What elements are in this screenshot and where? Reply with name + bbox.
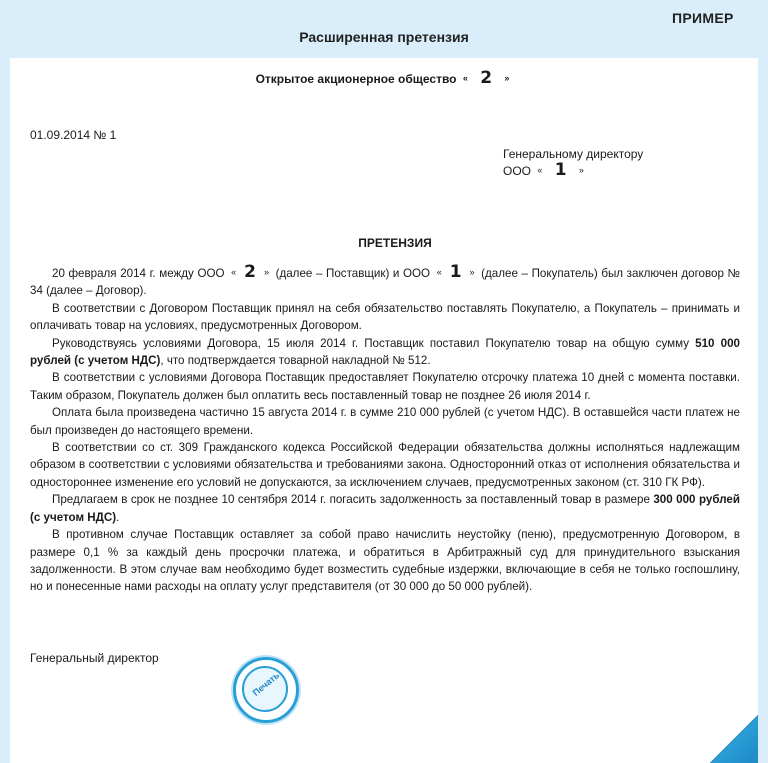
addressee-org [503, 162, 643, 179]
sender-org-prefix: Открытое акционерное общество [255, 72, 457, 86]
sender-quote-open: « [462, 73, 468, 83]
stamp-label: Печать [250, 670, 282, 698]
p7-amount: 300 000 рублей (с учетом НДС) [30, 493, 740, 524]
paragraph-7 [30, 491, 740, 526]
addressee-org-prefix: ООО [503, 164, 532, 178]
addressee-block [503, 146, 643, 179]
p1-org-number-2: 1 [449, 262, 462, 282]
stamp-seal [233, 657, 299, 723]
signature-title: Генеральный директор [30, 651, 159, 665]
p1-quote-1: « [231, 267, 237, 277]
example-label: ПРИМЕР [672, 10, 734, 26]
page-fold-shadow [710, 715, 758, 763]
paragraph-1 [30, 264, 740, 300]
p7-text-b: . [116, 510, 120, 524]
paragraph-3 [30, 335, 740, 370]
sender-quote-close: » [504, 73, 510, 83]
sender-org-number: 2 [480, 68, 493, 88]
sender-organization [0, 68, 768, 88]
paragraph-5: Оплата была произведена частично 15 августа 2014 г. в сумме 210 000 рублей (с учетом НДС). В оставшейся части платеж не был произведен до настоящего времени. [30, 406, 740, 437]
paragraph-4: В соответствии с условиями Договора Поставщик предоставляет Покупателю отсрочку платежа 10 дней с момента поставки. Таким образом, Покупатель должен был оплатить весь поставленный товар не позднее 26 июля 2014 г. [30, 371, 740, 402]
claim-title: ПРЕТЕНЗИЯ [358, 236, 432, 250]
p3-amount: 510 000 рублей (с учетом НДС) [30, 336, 740, 368]
p7-text-a: Предлагаем в срок не позднее 10 сентября 2014 г. погасить задолженность за поставленный товар в размере [52, 493, 650, 507]
paragraph-8: В противном случае Поставщик оставляет за собой право начислить неустойку (пеню), предусмотренную Договором, в размере 0,1 % за каждый день просрочки платежа, и обратиться в Арбитражный суд для принудительного взыскания задолженности. В этом случае вам необходимо будет возместить судебные издержки, включающие в себя не только госпошлину, но и понесенные нами расходы на оплату услуг представителя (от 30 000 до 50 000 рублей). [30, 528, 740, 594]
p3-text-a: Руководствуясь условиями Договора, 15 июля 2014 г. Поставщик поставил Покупателю товар на общую сумму [52, 336, 689, 350]
p1-org-number-1: 2 [244, 262, 256, 282]
p1-quote-2: » [263, 267, 269, 277]
p1-text-b: (далее – Поставщик) и ООО [275, 267, 431, 280]
document-date-number: 01.09.2014 № 1 [30, 128, 117, 142]
document-title: Расширенная претензия [299, 29, 469, 45]
addressee-quote-close: » [578, 165, 584, 175]
p1-quote-3: « [436, 267, 442, 277]
p1-quote-4: » [469, 267, 475, 277]
p1-text-c: (далее – Покупатель) был заключен договор № 34 (далее – Договор). [30, 267, 740, 298]
p3-text-b: , что подтверждается товарной накладной № 512. [160, 354, 431, 368]
claim-body [30, 264, 740, 596]
paragraph-6: В соответствии со ст. 309 Гражданского кодекса Российской Федерации обязательства должны исполняться надлежащим образом в соответствии с условиями обязательства и требованиями закона. Односторонний отказ от исполнения обязательства и одностороннее изменение его условий не допускаются, за исключением случаев, предусмотренных законом (ст. 310 ГК РФ). [30, 441, 740, 489]
addressee-quote-open: « [537, 165, 543, 175]
addressee-position: Генеральному директору [503, 147, 644, 161]
addressee-org-number: 1 [554, 160, 567, 180]
p1-text-a: 20 февраля 2014 г. между ООО [52, 267, 225, 280]
paragraph-2: В соответствии с Договором Поставщик принял на себя обязательство поставлять Покупателю, а Покупатель – принимать и оплачивать товар на условиях, предусмотренных Договором. [30, 301, 740, 333]
